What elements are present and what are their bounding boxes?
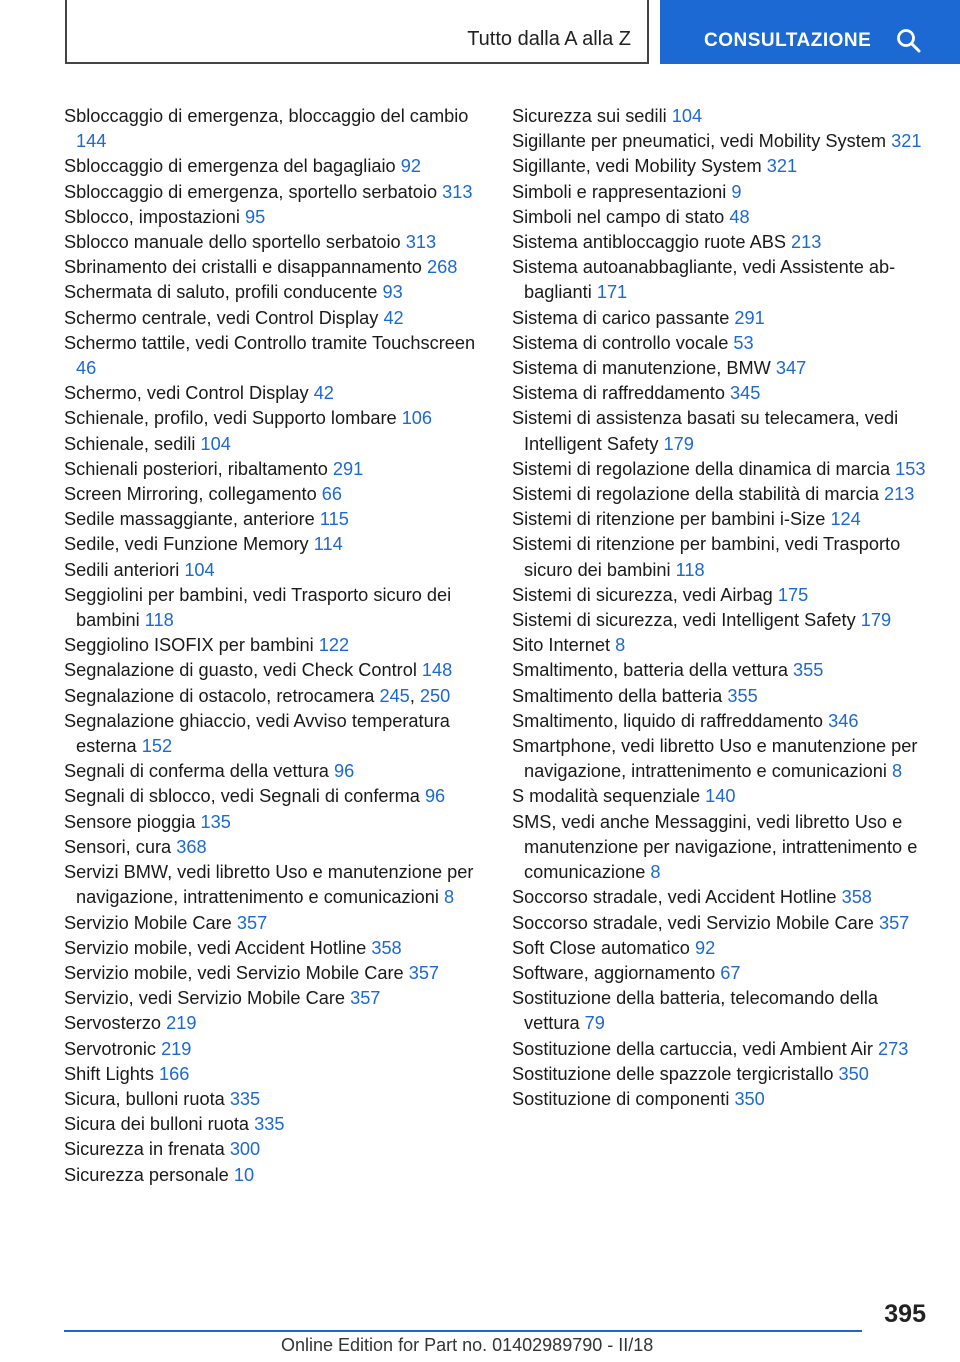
index-entry bbox=[512, 583, 932, 608]
index-entry-text: Sostituzione della cartuccia, vedi Ambient Air bbox=[512, 1038, 873, 1059]
index-entry-text: Servizio, vedi Servizio Mobile Care bbox=[64, 988, 346, 1009]
index-entry bbox=[512, 784, 932, 809]
page-link[interactable]: 350 bbox=[838, 1063, 869, 1084]
index-entry-text: Schermo, vedi Control Display bbox=[64, 383, 309, 404]
page-link[interactable]: 53 bbox=[733, 332, 754, 353]
page-link[interactable]: 171 bbox=[596, 282, 628, 303]
index-entry bbox=[64, 936, 484, 961]
page-link[interactable]: 357 bbox=[350, 988, 381, 1009]
page-link[interactable]: 106 bbox=[401, 408, 433, 429]
page-link[interactable]: 8 bbox=[892, 761, 903, 782]
index-entry-text: Schienale, profilo, vedi Supporto lombare bbox=[64, 408, 397, 429]
index-entry-text: Smaltimento, liquido di raffreddamento bbox=[512, 710, 824, 731]
index-entry-text: Sistema antibloccaggio ruote ABS bbox=[512, 232, 786, 253]
index-entry bbox=[64, 104, 484, 154]
page-link[interactable]: 345 bbox=[730, 383, 761, 404]
index-entry-text: Sostituzione di componenti bbox=[512, 1088, 730, 1109]
index-entry bbox=[64, 457, 484, 482]
index-entry bbox=[512, 255, 932, 305]
index-entry bbox=[512, 1087, 932, 1112]
index-entry-text: Servizio mobile, vedi Accident Hotline bbox=[64, 937, 367, 958]
page-link[interactable]: 313 bbox=[442, 181, 473, 202]
page-link[interactable]: 219 bbox=[166, 1013, 197, 1034]
index-entry-text: Sbloccaggio di emergenza del bagagliaio bbox=[64, 156, 396, 177]
page-link[interactable]: 8 bbox=[650, 862, 661, 883]
index-entry-text: Seggiolini per bambini, vedi Trasporto sicuro dei bambini bbox=[64, 584, 452, 631]
index-entry bbox=[512, 709, 932, 734]
page-link[interactable]: 92 bbox=[695, 937, 716, 958]
index-entry bbox=[64, 986, 484, 1011]
index-entry-text: Sensore pioggia bbox=[64, 811, 196, 832]
page-link[interactable]: 10 bbox=[233, 1164, 255, 1185]
index-entry: Segnalazione di ostacolo, retrocamera 245, 250 bbox=[64, 685, 451, 706]
index-entry bbox=[64, 154, 484, 179]
index-entry-text: Seggiolino ISOFIX per bambini bbox=[64, 635, 314, 656]
page-number: 395 bbox=[884, 1300, 926, 1328]
page-link[interactable]: 124 bbox=[830, 509, 861, 530]
index-entry-text: Sito Internet bbox=[512, 635, 611, 656]
index-entry-text: Sistemi di sicurezza, vedi Intelligent Safety bbox=[512, 610, 856, 631]
index-entry-text: Simboli e rappresentazioni bbox=[512, 181, 727, 202]
index-entry-text: Sblocco manuale dello sportello serbatoio bbox=[64, 232, 401, 253]
index-entry bbox=[64, 709, 484, 759]
index-entry bbox=[64, 180, 484, 205]
index-entry bbox=[64, 860, 484, 910]
index-entry bbox=[512, 406, 932, 456]
index-entry bbox=[512, 129, 932, 154]
page-link[interactable]: 358 bbox=[841, 887, 872, 908]
index-entry-text: Segnali di conferma della vettura bbox=[64, 761, 329, 782]
page-link[interactable]: 291 bbox=[332, 458, 364, 479]
page-link[interactable]: 166 bbox=[159, 1063, 190, 1084]
index-entry bbox=[512, 633, 932, 658]
index-entry bbox=[64, 784, 484, 809]
page-link[interactable]: 219 bbox=[161, 1038, 192, 1059]
index-entry-text: SMS, vedi anche Messaggini, vedi libretto Uso e manutenzione per navigazione, intrattenimento e comunicazione bbox=[512, 811, 918, 883]
page-link[interactable]: 122 bbox=[318, 635, 350, 656]
page-link[interactable]: 92 bbox=[400, 156, 421, 177]
index-entry bbox=[64, 759, 484, 784]
index-entry bbox=[64, 532, 484, 557]
index-entry bbox=[512, 936, 932, 961]
index-entry-text: Soccorso stradale, vedi Servizio Mobile Care bbox=[512, 912, 874, 933]
index-entry bbox=[64, 331, 484, 381]
index-entry bbox=[512, 734, 932, 784]
index-entry-text: Simboli nel campo di stato bbox=[512, 206, 725, 227]
index-entry bbox=[512, 658, 932, 683]
index-entry bbox=[512, 911, 932, 936]
page-link[interactable]: 46 bbox=[76, 358, 97, 379]
index-entry bbox=[64, 1112, 484, 1137]
index-entry bbox=[512, 885, 932, 910]
header-frame bbox=[65, 0, 649, 64]
index-entry bbox=[64, 1163, 484, 1188]
index-entry-text: Smaltimento della batteria bbox=[512, 685, 723, 706]
index-entry-text: Sistema di controllo vocale bbox=[512, 332, 729, 353]
page-link[interactable]: 291 bbox=[734, 307, 765, 328]
index-entry-text: Sostituzione delle spazzole tergicristallo bbox=[512, 1063, 834, 1084]
index-entry-text: Sistemi di regolazione della dinamica di marcia bbox=[512, 458, 891, 479]
page-link[interactable]: 95 bbox=[244, 206, 266, 227]
index-entry-text: Schermata di saluto, profili conducente bbox=[64, 282, 378, 303]
page-link[interactable]: 357 bbox=[878, 912, 910, 933]
index-entry-text: Smaltimento, batteria della vettura bbox=[512, 660, 788, 681]
index-column-left bbox=[64, 104, 484, 1188]
page-link[interactable]: 148 bbox=[421, 660, 453, 681]
page-link[interactable]: 321 bbox=[766, 156, 798, 177]
tab-consultazione-label: CONSULTAZIONE bbox=[704, 30, 872, 51]
index-entry-text: Sbloccaggio di emergenza, bloccaggio del cambio bbox=[64, 106, 469, 126]
index-entry-text: Sistemi di regolazione della stabilità di marcia bbox=[512, 484, 879, 505]
page-link[interactable]: 152 bbox=[141, 736, 173, 757]
page-link[interactable]: 66 bbox=[321, 484, 343, 505]
index-entry-text: Sedili anteriori bbox=[64, 559, 180, 580]
index-entry bbox=[64, 961, 484, 986]
index-entry bbox=[512, 104, 932, 129]
index-entry bbox=[64, 507, 484, 532]
index-entry bbox=[64, 230, 484, 255]
index-entry bbox=[64, 306, 484, 331]
index-entry bbox=[512, 154, 932, 179]
index-entry bbox=[512, 331, 932, 356]
index-entry-text: Servizi BMW, vedi libretto Uso e manutenzione per navigazione, intrattenimento e comunicazioni bbox=[64, 862, 474, 908]
page-link[interactable]: 175 bbox=[777, 584, 809, 605]
index-entry-text: Sblocco, impostazioni bbox=[64, 206, 240, 227]
index-entry bbox=[512, 1037, 932, 1062]
index-entry-text: Schermo tattile, vedi Controllo tramite Touchscreen bbox=[64, 332, 476, 353]
index-entry-text: Sedile, vedi Funzione Memory bbox=[64, 534, 309, 555]
index-entry-text: Sicura dei bulloni ruota bbox=[64, 1114, 250, 1135]
index-entry-text: Segnalazione ghiaccio, vedi Avviso temperatura esterna bbox=[64, 710, 450, 757]
page-link[interactable]: 96 bbox=[333, 761, 355, 782]
index-entry-text: Servotronic bbox=[64, 1038, 156, 1059]
index-entry bbox=[64, 633, 484, 658]
index-entry-text: Sigillante, vedi Mobility System bbox=[512, 156, 762, 177]
index-entry bbox=[64, 1137, 484, 1162]
page-link[interactable]: 48 bbox=[729, 206, 750, 227]
page-link[interactable]: 273 bbox=[877, 1038, 909, 1059]
index-entry-text: Sicurezza personale bbox=[64, 1164, 229, 1185]
index-entry bbox=[64, 1087, 484, 1112]
page-link[interactable]: 104 bbox=[200, 433, 231, 454]
index-entry-text: Sistema di raffreddamento bbox=[512, 383, 725, 404]
footer-edition: Online Edition for Part no. 01402989790 - II/18 bbox=[281, 1335, 654, 1355]
index-entry bbox=[512, 457, 932, 482]
page-link[interactable]: 350 bbox=[734, 1088, 765, 1109]
page-link[interactable]: 8 bbox=[615, 635, 626, 656]
index-entry-text: Servosterzo bbox=[64, 1013, 162, 1034]
index-entry bbox=[512, 482, 932, 507]
index-entry bbox=[64, 482, 484, 507]
index-entry bbox=[512, 381, 932, 406]
page-link[interactable]: 42 bbox=[383, 307, 404, 328]
index-entry-text: Sostituzione della batteria, telecomando della vettura bbox=[512, 988, 879, 1034]
page-link[interactable]: 335 bbox=[229, 1088, 261, 1109]
page-link[interactable]: 357 bbox=[236, 912, 268, 933]
index-entry-text: S modalità sequenziale bbox=[512, 786, 701, 807]
index-entry bbox=[64, 432, 484, 457]
index-entry-text: Sensori, cura bbox=[64, 836, 172, 857]
page-link[interactable]: 144 bbox=[76, 131, 107, 152]
index-entry-text: Screen Mirroring, collegamento bbox=[64, 484, 317, 505]
index-entry bbox=[512, 961, 932, 986]
index-entry-text: Segnalazione di ostacolo, retrocamera bbox=[64, 685, 375, 706]
index-entry bbox=[64, 658, 484, 683]
index-entry-text: Smartphone, vedi libretto Uso e manutenzione per navigazione, intrattenimento e comunicazioni bbox=[512, 736, 918, 782]
page-link[interactable]: 9 bbox=[731, 181, 742, 202]
page-link[interactable]: 213 bbox=[791, 232, 822, 253]
footer-divider bbox=[64, 1330, 862, 1332]
index-entry-text: Sicurezza sui sedili bbox=[512, 106, 667, 126]
index-entry bbox=[512, 306, 932, 331]
index-entry-text: Sbloccaggio di emergenza, sportello serbatoio bbox=[64, 181, 438, 202]
page-link[interactable]: 115 bbox=[319, 509, 349, 530]
index-entry-text: Segnali di sblocco, vedi Segnali di conferma bbox=[64, 786, 420, 807]
index-entry-text: Sbrinamento dei cristalli e disappannamento bbox=[64, 257, 422, 278]
index-entry bbox=[512, 532, 932, 582]
index-entry-text: Sistemi di assistenza basati su telecamera, vedi Intelligent Safety bbox=[512, 408, 899, 454]
index-entry-text: Sistema autoanabbagliante, vedi Assistente abbaglianti bbox=[512, 257, 896, 303]
index-column-right bbox=[512, 104, 932, 1112]
index-entry bbox=[64, 406, 484, 431]
page-link[interactable]: 135 bbox=[200, 811, 231, 832]
page-link[interactable]: 321 bbox=[891, 131, 922, 152]
index-entry-text: Servizio Mobile Care bbox=[64, 912, 232, 933]
index-entry bbox=[64, 381, 484, 406]
index-entry-text: Schienali posteriori, ribaltamento bbox=[64, 458, 328, 479]
page-link[interactable]: 358 bbox=[371, 937, 402, 958]
index-entry bbox=[64, 1011, 484, 1036]
tab-consultazione[interactable] bbox=[660, 0, 960, 64]
page-link[interactable]: 153 bbox=[895, 458, 926, 479]
index-entry bbox=[64, 1062, 484, 1087]
index-entry bbox=[512, 180, 932, 205]
index-entry-text: Sistema di carico passante bbox=[512, 307, 730, 328]
page-link[interactable]: 245 bbox=[379, 685, 410, 706]
page-link[interactable]: 250 bbox=[419, 685, 451, 706]
index-entry-text: Sistema di manutenzione, BMW bbox=[512, 358, 771, 379]
index-entry bbox=[512, 684, 932, 709]
index-entry bbox=[64, 1037, 484, 1062]
index-entry-text: Sedile massaggiante, anteriore bbox=[64, 509, 315, 530]
index-entry bbox=[64, 835, 484, 860]
index-entry bbox=[512, 608, 932, 633]
page-link[interactable]: 335 bbox=[254, 1114, 285, 1135]
page-link[interactable]: 93 bbox=[382, 282, 403, 303]
index-entry bbox=[64, 583, 484, 633]
page-link[interactable]: 118 bbox=[144, 610, 174, 631]
page-link[interactable]: 347 bbox=[775, 358, 807, 379]
index-entry bbox=[512, 356, 932, 381]
page-link[interactable]: 8 bbox=[444, 887, 455, 908]
page-link[interactable]: 104 bbox=[184, 559, 215, 580]
page-link[interactable]: 114 bbox=[313, 534, 343, 555]
index-entry bbox=[512, 205, 932, 230]
page-link[interactable]: 140 bbox=[705, 786, 736, 807]
page-link[interactable]: 346 bbox=[828, 710, 859, 731]
index-entry-text: Segnalazione di guasto, vedi Check Control bbox=[64, 660, 417, 681]
index-entry bbox=[512, 507, 932, 532]
index-entry-text: Sistemi di ritenzione per bambini i-Size bbox=[512, 509, 826, 530]
index-entry-text: Servizio mobile, vedi Servizio Mobile Care bbox=[64, 962, 404, 983]
index-entry-text: Sistemi di sicurezza, vedi Airbag bbox=[512, 584, 773, 605]
index-entry-text: Sicurezza in frenata bbox=[64, 1139, 225, 1160]
page-link[interactable]: 213 bbox=[884, 484, 915, 505]
index-entry-text: Soccorso stradale, vedi Accident Hotline bbox=[512, 887, 837, 908]
index-entry bbox=[64, 280, 484, 305]
page-link[interactable]: 300 bbox=[229, 1139, 261, 1160]
page-link[interactable]: 96 bbox=[424, 786, 446, 807]
index-entry-text: Sistemi di ritenzione per bambini, vedi Trasporto sicuro dei bambini bbox=[512, 534, 901, 580]
index-entry-text: Schienale, sedili bbox=[64, 433, 196, 454]
search-icon[interactable] bbox=[896, 28, 922, 54]
page-link[interactable]: 67 bbox=[720, 962, 741, 983]
index-entry-text: Software, aggiornamento bbox=[512, 962, 716, 983]
page-link[interactable]: 313 bbox=[405, 232, 437, 253]
index-entry bbox=[512, 1062, 932, 1087]
index-entry-text: Sigillante per pneumatici, vedi Mobility System bbox=[512, 131, 887, 152]
index-entry-text: Schermo centrale, vedi Control Display bbox=[64, 307, 379, 328]
page-link[interactable]: 357 bbox=[408, 962, 440, 983]
index-entry bbox=[64, 558, 484, 583]
page-link[interactable]: 355 bbox=[727, 685, 758, 706]
index-entry bbox=[512, 230, 932, 255]
page-link[interactable]: 118 bbox=[675, 559, 705, 580]
index-entry bbox=[512, 810, 932, 886]
page-link[interactable]: 104 bbox=[671, 106, 703, 126]
index-entry bbox=[64, 911, 484, 936]
header-section-title: Tutto dalla A alla Z bbox=[467, 28, 631, 50]
index-entry-text: Sicura, bulloni ruota bbox=[64, 1088, 225, 1109]
page-link[interactable]: 179 bbox=[860, 610, 892, 631]
page-link[interactable]: 42 bbox=[313, 383, 334, 404]
index-entry-text: Soft Close automatico bbox=[512, 937, 690, 958]
index-entry bbox=[64, 255, 484, 280]
page-link[interactable]: 179 bbox=[663, 433, 694, 454]
page-link[interactable]: 368 bbox=[176, 836, 207, 857]
index-entry-text: Shift Lights bbox=[64, 1063, 154, 1084]
page-link[interactable]: 355 bbox=[793, 660, 824, 681]
index-entry bbox=[64, 810, 484, 835]
page-link[interactable]: 268 bbox=[426, 257, 458, 278]
index-entry bbox=[512, 986, 932, 1036]
page-link[interactable]: 79 bbox=[584, 1013, 605, 1034]
index-entry bbox=[64, 205, 484, 230]
